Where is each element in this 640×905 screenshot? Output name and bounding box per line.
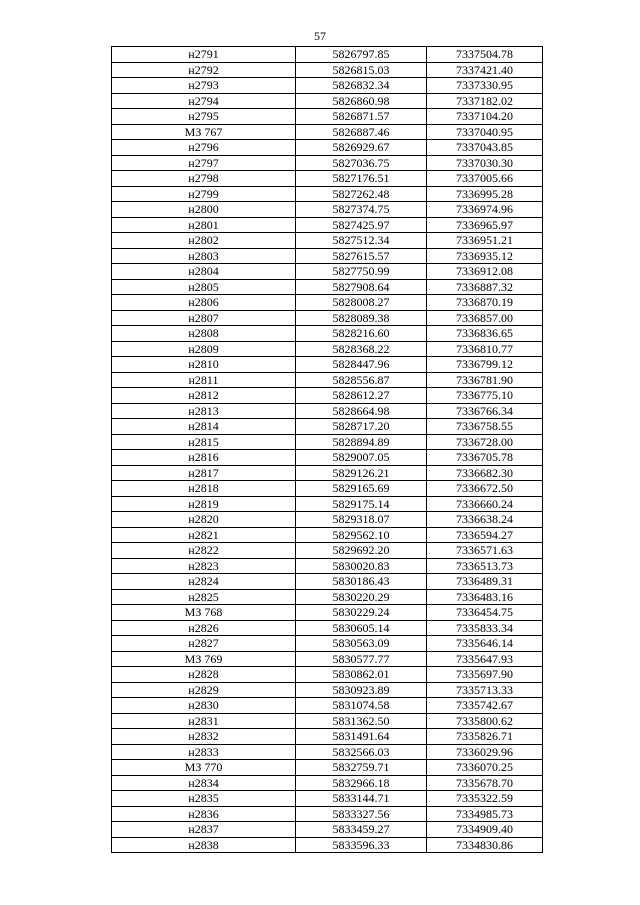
x-coordinate-cell: 5830229.24 [296, 605, 427, 621]
coordinates-table-body [112, 47, 543, 853]
table-row [112, 698, 543, 714]
x-coordinate-cell: 5827908.64 [296, 279, 427, 295]
y-coordinate-cell: 7336887.32 [427, 279, 543, 295]
y-coordinate-cell: 7336070.25 [427, 760, 543, 776]
point-name-cell: н2828 [112, 667, 296, 683]
x-coordinate-cell: 5828368.22 [296, 341, 427, 357]
table-row [112, 527, 543, 543]
table-row [112, 419, 543, 435]
point-name-cell: МЗ 767 [112, 124, 296, 140]
x-coordinate-cell: 5828447.96 [296, 357, 427, 373]
x-coordinate-cell: 5827750.99 [296, 264, 427, 280]
point-name-cell: н2803 [112, 248, 296, 264]
table-row [112, 667, 543, 683]
point-name-cell: н2799 [112, 186, 296, 202]
point-name-cell: н2824 [112, 574, 296, 590]
y-coordinate-cell: 7334830.86 [427, 837, 543, 853]
table-row [112, 341, 543, 357]
point-name-cell: н2809 [112, 341, 296, 357]
table-row [112, 248, 543, 264]
table-row [112, 512, 543, 528]
y-coordinate-cell: 7337421.40 [427, 62, 543, 78]
page-number: 57 [314, 29, 326, 43]
x-coordinate-cell: 5832966.18 [296, 775, 427, 791]
y-coordinate-cell: 7335322.59 [427, 791, 543, 807]
table-row [112, 279, 543, 295]
coordinates-table [111, 46, 543, 853]
table-row [112, 713, 543, 729]
x-coordinate-cell: 5832759.71 [296, 760, 427, 776]
x-coordinate-cell: 5830563.09 [296, 636, 427, 652]
table-row [112, 388, 543, 404]
y-coordinate-cell: 7336766.34 [427, 403, 543, 419]
table-row [112, 760, 543, 776]
point-name-cell: н2819 [112, 496, 296, 512]
y-coordinate-cell: 7337504.78 [427, 47, 543, 63]
point-name-cell: н2793 [112, 78, 296, 94]
table-row [112, 403, 543, 419]
x-coordinate-cell: 5827615.57 [296, 248, 427, 264]
point-name-cell: н2825 [112, 589, 296, 605]
x-coordinate-cell: 5827176.51 [296, 171, 427, 187]
x-coordinate-cell: 5826929.67 [296, 140, 427, 156]
table-row [112, 326, 543, 342]
point-name-cell: МЗ 770 [112, 760, 296, 776]
point-name-cell: МЗ 769 [112, 651, 296, 667]
table-row [112, 295, 543, 311]
x-coordinate-cell: 5826887.46 [296, 124, 427, 140]
y-coordinate-cell: 7336995.28 [427, 186, 543, 202]
table-row [112, 450, 543, 466]
y-coordinate-cell: 7336912.08 [427, 264, 543, 280]
y-coordinate-cell: 7336870.19 [427, 295, 543, 311]
x-coordinate-cell: 5832566.03 [296, 744, 427, 760]
y-coordinate-cell: 7337182.02 [427, 93, 543, 109]
y-coordinate-cell: 7336781.90 [427, 372, 543, 388]
y-coordinate-cell: 7336775.10 [427, 388, 543, 404]
x-coordinate-cell: 5830605.14 [296, 620, 427, 636]
table-row [112, 140, 543, 156]
point-name-cell: н2826 [112, 620, 296, 636]
point-name-cell: н2810 [112, 357, 296, 373]
point-name-cell: н2821 [112, 527, 296, 543]
point-name-cell: н2811 [112, 372, 296, 388]
y-coordinate-cell: 7335647.93 [427, 651, 543, 667]
y-coordinate-cell: 7336571.63 [427, 543, 543, 559]
point-name-cell: н2838 [112, 837, 296, 853]
y-coordinate-cell: 7337043.85 [427, 140, 543, 156]
x-coordinate-cell: 5831491.64 [296, 729, 427, 745]
point-name-cell: н2812 [112, 388, 296, 404]
x-coordinate-cell: 5827262.48 [296, 186, 427, 202]
y-coordinate-cell: 7337040.95 [427, 124, 543, 140]
point-name-cell: н2837 [112, 822, 296, 838]
table-row [112, 558, 543, 574]
x-coordinate-cell: 5829318.07 [296, 512, 427, 528]
x-coordinate-cell: 5830862.01 [296, 667, 427, 683]
point-name-cell: н2829 [112, 682, 296, 698]
table-row [112, 589, 543, 605]
point-name-cell: н2816 [112, 450, 296, 466]
table-row [112, 620, 543, 636]
x-coordinate-cell: 5829692.20 [296, 543, 427, 559]
y-coordinate-cell: 7336489.31 [427, 574, 543, 590]
x-coordinate-cell: 5828216.60 [296, 326, 427, 342]
table-row [112, 651, 543, 667]
point-name-cell: н2827 [112, 636, 296, 652]
table-row [112, 217, 543, 233]
table-row [112, 78, 543, 94]
x-coordinate-cell: 5828556.87 [296, 372, 427, 388]
point-name-cell: н2801 [112, 217, 296, 233]
x-coordinate-cell: 5833144.71 [296, 791, 427, 807]
y-coordinate-cell: 7337030.30 [427, 155, 543, 171]
y-coordinate-cell: 7336935.12 [427, 248, 543, 264]
x-coordinate-cell: 5826832.34 [296, 78, 427, 94]
x-coordinate-cell: 5830220.29 [296, 589, 427, 605]
table-row [112, 310, 543, 326]
y-coordinate-cell: 7336660.24 [427, 496, 543, 512]
y-coordinate-cell: 7334909.40 [427, 822, 543, 838]
point-name-cell: н2794 [112, 93, 296, 109]
x-coordinate-cell: 5830020.83 [296, 558, 427, 574]
x-coordinate-cell: 5831362.50 [296, 713, 427, 729]
x-coordinate-cell: 5829175.14 [296, 496, 427, 512]
y-coordinate-cell: 7336758.55 [427, 419, 543, 435]
table-row [112, 93, 543, 109]
table-row [112, 729, 543, 745]
x-coordinate-cell: 5830577.77 [296, 651, 427, 667]
point-name-cell: н2798 [112, 171, 296, 187]
y-coordinate-cell: 7334985.73 [427, 806, 543, 822]
x-coordinate-cell: 5830186.43 [296, 574, 427, 590]
point-name-cell: н2792 [112, 62, 296, 78]
point-name-cell: н2834 [112, 775, 296, 791]
point-name-cell: н2795 [112, 109, 296, 125]
table-row [112, 791, 543, 807]
x-coordinate-cell: 5828089.38 [296, 310, 427, 326]
table-row [112, 775, 543, 791]
point-name-cell: н2797 [112, 155, 296, 171]
table-row [112, 264, 543, 280]
y-coordinate-cell: 7336705.78 [427, 450, 543, 466]
x-coordinate-cell: 5827425.97 [296, 217, 427, 233]
table-row [112, 233, 543, 249]
table-row [112, 186, 543, 202]
y-coordinate-cell: 7335826.71 [427, 729, 543, 745]
point-name-cell: н2802 [112, 233, 296, 249]
x-coordinate-cell: 5828664.98 [296, 403, 427, 419]
x-coordinate-cell: 5829165.69 [296, 481, 427, 497]
point-name-cell: н2836 [112, 806, 296, 822]
point-name-cell: н2830 [112, 698, 296, 714]
table-row [112, 202, 543, 218]
y-coordinate-cell: 7336483.16 [427, 589, 543, 605]
point-name-cell: н2817 [112, 465, 296, 481]
table-row [112, 806, 543, 822]
y-coordinate-cell: 7337005.66 [427, 171, 543, 187]
x-coordinate-cell: 5828717.20 [296, 419, 427, 435]
table-row [112, 109, 543, 125]
y-coordinate-cell: 7336728.00 [427, 434, 543, 450]
x-coordinate-cell: 5828612.27 [296, 388, 427, 404]
point-name-cell: н2835 [112, 791, 296, 807]
y-coordinate-cell: 7335697.90 [427, 667, 543, 683]
point-name-cell: н2814 [112, 419, 296, 435]
y-coordinate-cell: 7336682.30 [427, 465, 543, 481]
y-coordinate-cell: 7336974.96 [427, 202, 543, 218]
x-coordinate-cell: 5833459.27 [296, 822, 427, 838]
x-coordinate-cell: 5828008.27 [296, 295, 427, 311]
table-row [112, 496, 543, 512]
y-coordinate-cell: 7336857.00 [427, 310, 543, 326]
y-coordinate-cell: 7336672.50 [427, 481, 543, 497]
table-row [112, 636, 543, 652]
table-row [112, 822, 543, 838]
point-name-cell: н2833 [112, 744, 296, 760]
y-coordinate-cell: 7336951.21 [427, 233, 543, 249]
point-name-cell: н2791 [112, 47, 296, 63]
y-coordinate-cell: 7337104.20 [427, 109, 543, 125]
y-coordinate-cell: 7336965.97 [427, 217, 543, 233]
table-row [112, 155, 543, 171]
table-row [112, 465, 543, 481]
point-name-cell: н2832 [112, 729, 296, 745]
y-coordinate-cell: 7336799.12 [427, 357, 543, 373]
point-name-cell: МЗ 768 [112, 605, 296, 621]
y-coordinate-cell: 7336810.77 [427, 341, 543, 357]
x-coordinate-cell: 5831074.58 [296, 698, 427, 714]
x-coordinate-cell: 5826871.57 [296, 109, 427, 125]
table-row [112, 605, 543, 621]
table-row [112, 47, 543, 63]
table-row [112, 543, 543, 559]
table-row [112, 62, 543, 78]
table-row [112, 744, 543, 760]
y-coordinate-cell: 7336029.96 [427, 744, 543, 760]
y-coordinate-cell: 7335646.14 [427, 636, 543, 652]
table-row [112, 357, 543, 373]
point-name-cell: н2823 [112, 558, 296, 574]
x-coordinate-cell: 5826797.85 [296, 47, 427, 63]
x-coordinate-cell: 5833596.33 [296, 837, 427, 853]
point-name-cell: н2800 [112, 202, 296, 218]
y-coordinate-cell: 7335742.67 [427, 698, 543, 714]
point-name-cell: н2806 [112, 295, 296, 311]
y-coordinate-cell: 7336454.75 [427, 605, 543, 621]
point-name-cell: н2818 [112, 481, 296, 497]
table-row [112, 574, 543, 590]
y-coordinate-cell: 7336594.27 [427, 527, 543, 543]
point-name-cell: н2831 [112, 713, 296, 729]
y-coordinate-cell: 7336513.73 [427, 558, 543, 574]
point-name-cell: н2822 [112, 543, 296, 559]
y-coordinate-cell: 7337330.95 [427, 78, 543, 94]
table-row [112, 837, 543, 853]
point-name-cell: н2796 [112, 140, 296, 156]
x-coordinate-cell: 5827374.75 [296, 202, 427, 218]
point-name-cell: н2805 [112, 279, 296, 295]
y-coordinate-cell: 7335713.33 [427, 682, 543, 698]
x-coordinate-cell: 5829126.21 [296, 465, 427, 481]
point-name-cell: н2815 [112, 434, 296, 450]
x-coordinate-cell: 5826815.03 [296, 62, 427, 78]
x-coordinate-cell: 5826860.98 [296, 93, 427, 109]
point-name-cell: н2804 [112, 264, 296, 280]
x-coordinate-cell: 5829562.10 [296, 527, 427, 543]
table-row [112, 481, 543, 497]
table-row [112, 372, 543, 388]
table-row [112, 682, 543, 698]
x-coordinate-cell: 5829007.05 [296, 450, 427, 466]
y-coordinate-cell: 7335678.70 [427, 775, 543, 791]
y-coordinate-cell: 7336638.24 [427, 512, 543, 528]
x-coordinate-cell: 5827512.34 [296, 233, 427, 249]
table-row [112, 124, 543, 140]
point-name-cell: н2813 [112, 403, 296, 419]
y-coordinate-cell: 7336836.65 [427, 326, 543, 342]
x-coordinate-cell: 5833327.56 [296, 806, 427, 822]
x-coordinate-cell: 5828894.89 [296, 434, 427, 450]
point-name-cell: н2808 [112, 326, 296, 342]
point-name-cell: н2820 [112, 512, 296, 528]
x-coordinate-cell: 5830923.89 [296, 682, 427, 698]
table-row [112, 171, 543, 187]
table-row [112, 434, 543, 450]
y-coordinate-cell: 7335800.62 [427, 713, 543, 729]
x-coordinate-cell: 5827036.75 [296, 155, 427, 171]
point-name-cell: н2807 [112, 310, 296, 326]
y-coordinate-cell: 7335833.34 [427, 620, 543, 636]
